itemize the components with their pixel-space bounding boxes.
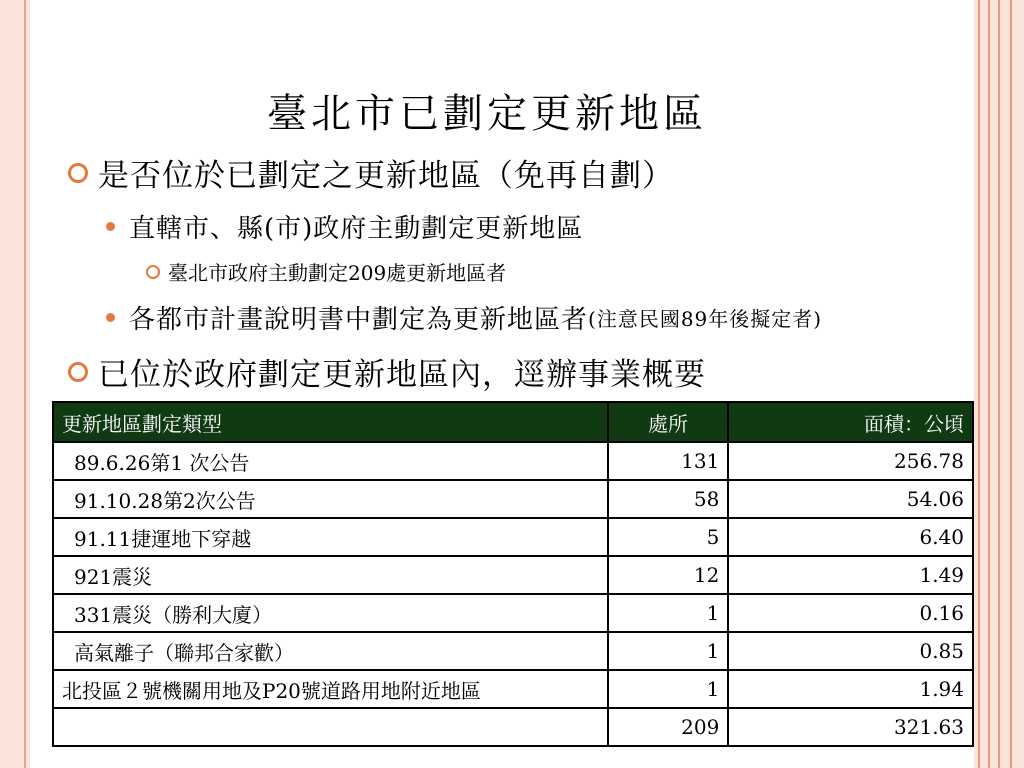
table-total-row xyxy=(53,708,973,746)
bullet-text: 已位於政府劃定更新地區內，逕辦事業概要 xyxy=(98,357,706,393)
cell-count: 12 xyxy=(608,556,729,594)
cell-count: 1 xyxy=(608,594,729,632)
cell-area: 1.49 xyxy=(728,556,973,594)
cell-type: 921震災 xyxy=(53,556,608,594)
cell-area: 0.16 xyxy=(728,594,973,632)
cell-count: 1 xyxy=(608,632,729,670)
header-area: 面積：公頃 xyxy=(728,402,973,442)
table-header-row xyxy=(53,402,973,442)
ring-bullet-icon xyxy=(146,265,160,279)
cell-count: 58 xyxy=(608,480,729,518)
table-row xyxy=(53,480,973,518)
slide-title: 臺北市已劃定更新地區 xyxy=(267,90,707,137)
table-row xyxy=(53,632,973,670)
cell-type: 北投區２號機關用地及P20號道路用地附近地區 xyxy=(53,670,608,708)
cell-type: 高氣離子（聯邦合家歡） xyxy=(53,632,608,670)
cell-area: 256.78 xyxy=(728,442,973,480)
bullet-level2-2 xyxy=(106,299,822,336)
cell-count: 131 xyxy=(608,442,729,480)
table-row xyxy=(53,442,973,480)
bullet-text: 各都市計畫說明書中劃定為更新地區者 xyxy=(129,305,589,335)
cell-area: 54.06 xyxy=(728,480,973,518)
table-row xyxy=(53,594,973,632)
table-row xyxy=(53,556,973,594)
cell-type: 91.10.28第2次公告 xyxy=(53,480,608,518)
header-type: 更新地區劃定類型 xyxy=(53,402,608,442)
table-row xyxy=(53,518,973,556)
bullet-level3-1 xyxy=(146,257,506,286)
ring-bullet-icon xyxy=(68,362,88,382)
cell-count-total: 209 xyxy=(608,708,729,746)
cell-area: 1.94 xyxy=(728,670,973,708)
bullet-note: (注意民國89年後擬定者) xyxy=(588,307,823,331)
bullet-text: 直轄市、縣(市)政府主動劃定更新地區 xyxy=(129,214,584,244)
header-count: 處所 xyxy=(608,402,729,442)
cell-type: 331震災（勝利大廈） xyxy=(53,594,608,632)
bullet-text: 是否位於已劃定之更新地區（免再自劃） xyxy=(98,158,674,194)
bullet-level2-1 xyxy=(106,208,583,245)
cell-type: 89.6.26第1 次公告 xyxy=(53,442,608,480)
bullet-level1-1 xyxy=(68,150,674,195)
right-decorative-border xyxy=(974,0,1024,768)
cell-area: 0.85 xyxy=(728,632,973,670)
cell-type: 91.11捷運地下穿越 xyxy=(53,518,608,556)
table-row xyxy=(53,670,973,708)
cell-area-total: 321.63 xyxy=(728,708,973,746)
cell-area: 6.40 xyxy=(728,518,973,556)
dot-bullet-icon xyxy=(106,222,115,231)
bullet-level1-2 xyxy=(68,349,706,394)
dot-bullet-icon xyxy=(106,313,115,322)
cell-count: 1 xyxy=(608,670,729,708)
bullet-text: 臺北市政府主動劃定209處更新地區者 xyxy=(168,261,507,285)
renewal-area-table xyxy=(52,401,974,747)
cell-type xyxy=(53,708,608,746)
cell-count: 5 xyxy=(608,518,729,556)
ring-bullet-icon xyxy=(68,163,88,183)
